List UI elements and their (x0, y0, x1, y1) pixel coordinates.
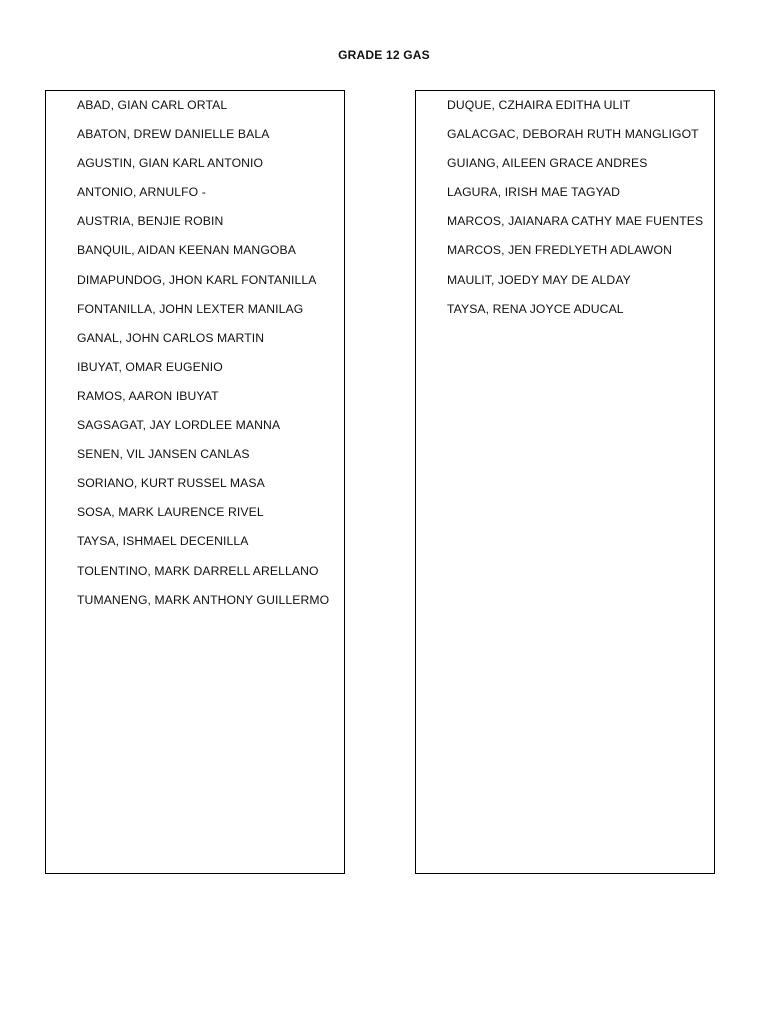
name-list-right (416, 91, 714, 330)
name-list-box-right (415, 90, 715, 874)
list-item: AGUSTIN, GIAN KARL ANTONIO (77, 156, 264, 171)
list-item: ABAD, GIAN CARL ORTAL (77, 98, 228, 112)
name-list-left (46, 91, 344, 621)
list-item: ABATON, DREW DANIELLE BALA (77, 127, 270, 142)
list-item: DIMAPUNDOG, JHON KARL FONTANILLA (77, 272, 317, 287)
name-list-box-left (45, 90, 345, 874)
list-item: RAMOS, AARON IBUYAT (77, 388, 219, 403)
list-item: MARCOS, JAIANARA CATHY MAE FUENTES (447, 214, 704, 229)
list-item: ANTONIO, ARNULFO - (77, 185, 206, 200)
list-item: SENEN, VIL JANSEN CANLAS (77, 447, 250, 462)
list-item: GUIANG, AILEEN GRACE ANDRES (447, 156, 648, 171)
list-item: MAULIT, JOEDY MAY DE ALDAY (447, 272, 631, 287)
list-item: LAGURA, IRISH MAE TAGYAD (447, 185, 621, 200)
list-item: BANQUIL, AIDAN KEENAN MANGOBA (77, 243, 296, 258)
page-title: GRADE 12 GAS (338, 48, 430, 62)
list-item: DUQUE, CZHAIRA EDITHA ULIT (447, 98, 631, 112)
list-item: SAGSAGAT, JAY LORDLEE MANNA (77, 418, 281, 433)
list-item: SORIANO, KURT RUSSEL MASA (77, 476, 265, 491)
list-item: SOSA, MARK LAURENCE RIVEL (77, 505, 264, 520)
list-item: GANAL, JOHN CARLOS MARTIN (77, 330, 265, 345)
list-item: AUSTRIA, BENJIE ROBIN (77, 214, 224, 229)
list-item: IBUYAT, OMAR EUGENIO (77, 359, 223, 374)
list-item: TUMANENG, MARK ANTHONY GUILLERMO (77, 592, 330, 607)
list-item: TOLENTINO, MARK DARRELL ARELLANO (77, 563, 319, 578)
list-item: FONTANILLA, JOHN LEXTER MANILAG (77, 301, 304, 316)
list-item: TAYSA, RENA JOYCE ADUCAL (447, 301, 624, 316)
list-item: GALACGAC, DEBORAH RUTH MANGLIGOT (447, 127, 699, 142)
list-item: TAYSA, ISHMAEL DECENILLA (77, 534, 249, 549)
list-item: MARCOS, JEN FREDLYETH ADLAWON (447, 243, 673, 258)
